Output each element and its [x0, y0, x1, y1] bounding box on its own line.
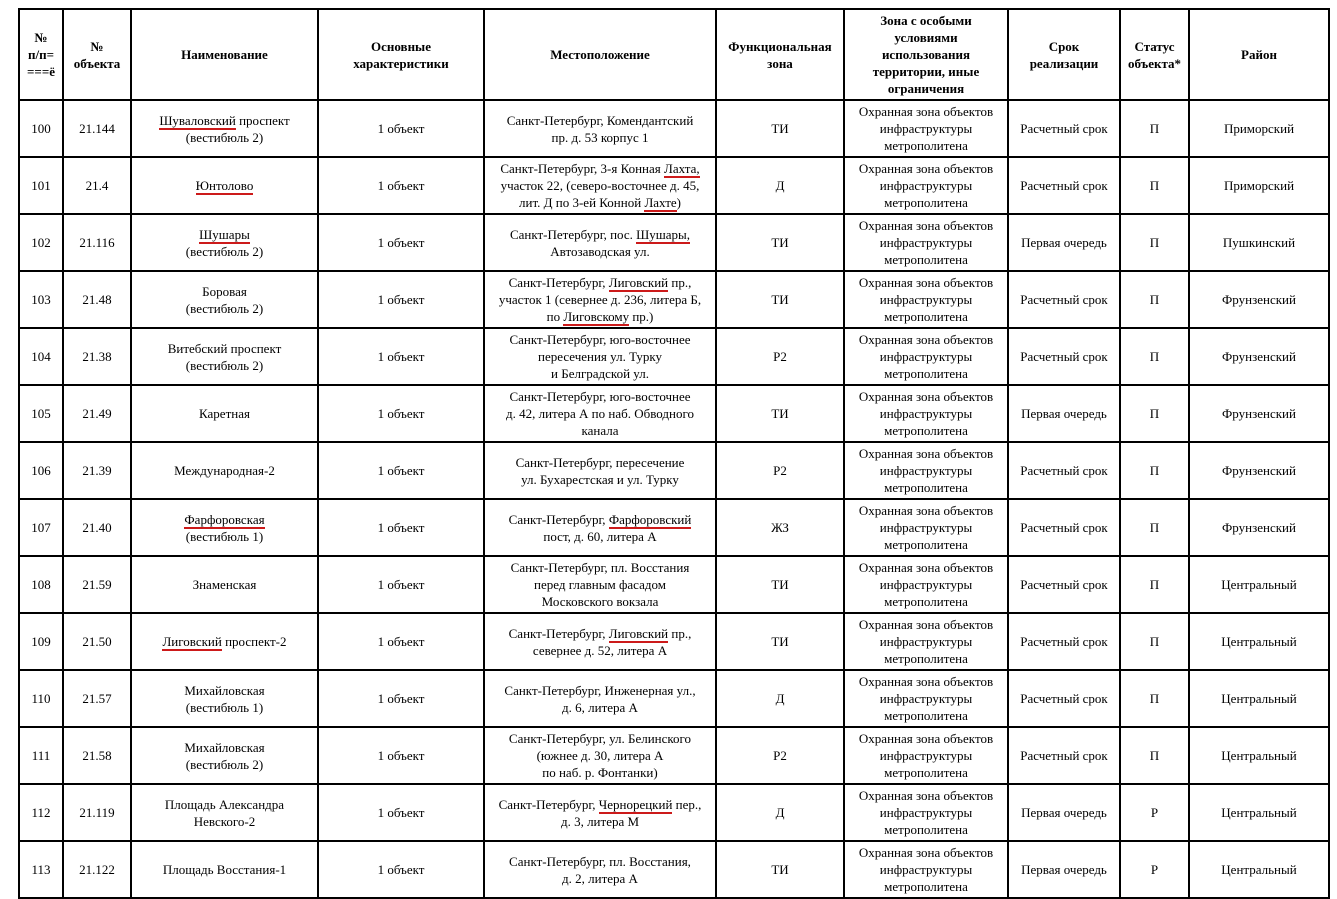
cell-district: Центральный: [1189, 784, 1329, 841]
cell-district: Приморский: [1189, 157, 1329, 214]
cell-functional-zone: ТИ: [716, 841, 844, 898]
cell-name: Фарфоровская (вестибюль 1): [131, 499, 318, 556]
cell-special-zone: Охранная зона объектов инфраструктуры метрополитена: [844, 442, 1008, 499]
cell-object-id: 21.50: [63, 613, 131, 670]
cell-characteristics: 1 объект: [318, 727, 484, 784]
misspelled-word: Лиговский: [608, 625, 669, 641]
cell-term: Расчетный срок: [1008, 328, 1120, 385]
table-row: [19, 841, 1329, 898]
cell-row-number: 105: [19, 385, 63, 442]
cell-row-number: 109: [19, 613, 63, 670]
cell-special-zone: Охранная зона объектов инфраструктуры метрополитена: [844, 100, 1008, 157]
cell-location: Санкт-Петербург, Инженерная ул., д. 6, литера А: [484, 670, 716, 727]
cell-status: П: [1120, 670, 1189, 727]
cell-characteristics: 1 объект: [318, 271, 484, 328]
cell-special-zone: Охранная зона объектов инфраструктуры метрополитена: [844, 556, 1008, 613]
cell-location: Санкт-Петербург, Лиговский пр., севернее д. 52, литера А: [484, 613, 716, 670]
header-location: Местоположение: [484, 9, 716, 100]
cell-name: Каретная: [131, 385, 318, 442]
cell-district: Фрунзенский: [1189, 328, 1329, 385]
cell-object-id: 21.122: [63, 841, 131, 898]
cell-location: Санкт-Петербург, пересечение ул. Бухарестская и ул. Турку: [484, 442, 716, 499]
cell-special-zone: Охранная зона объектов инфраструктуры метрополитена: [844, 499, 1008, 556]
cell-location: Санкт-Петербург, юго-восточнее д. 42, литера А по наб. Обводного канала: [484, 385, 716, 442]
cell-district: Пушкинский: [1189, 214, 1329, 271]
cell-object-id: 21.49: [63, 385, 131, 442]
cell-functional-zone: ТИ: [716, 271, 844, 328]
cell-characteristics: 1 объект: [318, 385, 484, 442]
cell-functional-zone: ТИ: [716, 556, 844, 613]
cell-row-number: 112: [19, 784, 63, 841]
cell-object-id: 21.116: [63, 214, 131, 271]
misspelled-word: Шуваловский: [159, 112, 236, 128]
cell-status: П: [1120, 271, 1189, 328]
cell-status: П: [1120, 499, 1189, 556]
cell-object-id: 21.48: [63, 271, 131, 328]
cell-name: Знаменская: [131, 556, 318, 613]
cell-status: П: [1120, 727, 1189, 784]
table-row: [19, 784, 1329, 841]
cell-functional-zone: ТИ: [716, 100, 844, 157]
cell-characteristics: 1 объект: [318, 214, 484, 271]
cell-functional-zone: Д: [716, 784, 844, 841]
cell-row-number: 100: [19, 100, 63, 157]
cell-status: Р: [1120, 841, 1189, 898]
cell-location: Санкт-Петербург, Комендантский пр. д. 53 корпус 1: [484, 100, 716, 157]
cell-row-number: 113: [19, 841, 63, 898]
table-row: [19, 214, 1329, 271]
cell-characteristics: 1 объект: [318, 100, 484, 157]
cell-special-zone: Охранная зона объектов инфраструктуры метрополитена: [844, 670, 1008, 727]
cell-name: Международная-2: [131, 442, 318, 499]
header-characteristics: Основные характеристики: [318, 9, 484, 100]
misspelled-word: Юнтолово: [195, 178, 254, 193]
cell-name: Шушары (вестибюль 2): [131, 214, 318, 271]
cell-status: П: [1120, 442, 1189, 499]
header-row-number: № п/п= ===ё: [19, 9, 63, 100]
table-row: [19, 328, 1329, 385]
cell-row-number: 110: [19, 670, 63, 727]
cell-functional-zone: Р2: [716, 442, 844, 499]
cell-term: Первая очередь: [1008, 841, 1120, 898]
header-status: Статус объекта*: [1120, 9, 1189, 100]
cell-term: Расчетный срок: [1008, 670, 1120, 727]
table-row: [19, 442, 1329, 499]
cell-object-id: 21.40: [63, 499, 131, 556]
misspelled-word: Лахта,: [664, 161, 700, 176]
table-body: [19, 100, 1329, 898]
cell-status: П: [1120, 100, 1189, 157]
cell-status: П: [1120, 157, 1189, 214]
cell-characteristics: 1 объект: [318, 499, 484, 556]
table-row: [19, 670, 1329, 727]
cell-status: П: [1120, 214, 1189, 271]
cell-object-id: 21.39: [63, 442, 131, 499]
cell-location: Санкт-Петербург, пос. Шушары, Автозаводская ул.: [484, 214, 716, 271]
cell-name: Михайловская (вестибюль 1): [131, 670, 318, 727]
cell-location: Санкт-Петербург, юго-восточнее пересечения ул. Турку и Белградской ул.: [484, 328, 716, 385]
cell-district: Центральный: [1189, 670, 1329, 727]
cell-object-id: 21.38: [63, 328, 131, 385]
cell-name: Площадь Александра Невского-2: [131, 784, 318, 841]
cell-special-zone: Охранная зона объектов инфраструктуры метрополитена: [844, 784, 1008, 841]
cell-special-zone: Охранная зона объектов инфраструктуры метрополитена: [844, 841, 1008, 898]
cell-functional-zone: ТИ: [716, 613, 844, 670]
header-name: Наименование: [131, 9, 318, 100]
cell-object-id: 21.144: [63, 100, 131, 157]
cell-location: Санкт-Петербург, пл. Восстания перед главным фасадом Московского вокзала: [484, 556, 716, 613]
cell-functional-zone: ЖЗ: [716, 499, 844, 556]
cell-row-number: 101: [19, 157, 63, 214]
cell-row-number: 104: [19, 328, 63, 385]
cell-functional-zone: Р2: [716, 328, 844, 385]
cell-object-id: 21.119: [63, 784, 131, 841]
cell-status: П: [1120, 613, 1189, 670]
cell-term: Расчетный срок: [1008, 727, 1120, 784]
cell-term: Расчетный срок: [1008, 613, 1120, 670]
cell-object-id: 21.4: [63, 157, 131, 214]
cell-characteristics: 1 объект: [318, 670, 484, 727]
misspelled-word: Лиговский: [608, 275, 669, 290]
cell-row-number: 106: [19, 442, 63, 499]
cell-name: Лиговский проспект-2: [131, 613, 318, 670]
objects-table: [18, 8, 1330, 899]
cell-district: Центральный: [1189, 613, 1329, 670]
header-district: Район: [1189, 9, 1329, 100]
cell-special-zone: Охранная зона объектов инфраструктуры метрополитена: [844, 727, 1008, 784]
cell-term: Первая очередь: [1008, 784, 1120, 841]
cell-district: Центральный: [1189, 727, 1329, 784]
cell-term: Расчетный срок: [1008, 271, 1120, 328]
cell-term: Первая очередь: [1008, 385, 1120, 442]
misspelled-word: Фарфоровский: [608, 511, 692, 527]
cell-special-zone: Охранная зона объектов инфраструктуры метрополитена: [844, 271, 1008, 328]
cell-name: [131, 157, 318, 214]
table-row: [19, 613, 1329, 670]
misspelled-word: Шушары: [199, 226, 250, 242]
cell-row-number: 103: [19, 271, 63, 328]
cell-term: Расчетный срок: [1008, 442, 1120, 499]
table-row: [19, 385, 1329, 442]
cell-characteristics: 1 объект: [318, 556, 484, 613]
cell-name: Михайловская (вестибюль 2): [131, 727, 318, 784]
cell-special-zone: Охранная зона объектов инфраструктуры метрополитена: [844, 328, 1008, 385]
cell-status: П: [1120, 328, 1189, 385]
header-row: [19, 9, 1329, 100]
cell-characteristics: 1 объект: [318, 613, 484, 670]
cell-location: Санкт-Петербург, 3-я Конная Лахта, участок 22, (северо-восточнее д. 45, лит. Д по 3-ей Конной Лахте): [484, 157, 716, 214]
cell-name: Витебский проспект (вестибюль 2): [131, 328, 318, 385]
cell-characteristics: 1 объект: [318, 442, 484, 499]
cell-special-zone: Охранная зона объектов инфраструктуры метрополитена: [844, 214, 1008, 271]
cell-row-number: 108: [19, 556, 63, 613]
cell-object-id: 21.58: [63, 727, 131, 784]
cell-functional-zone: ТИ: [716, 214, 844, 271]
cell-functional-zone: Д: [716, 670, 844, 727]
table-row: [19, 727, 1329, 784]
header-term: Срок реализации: [1008, 9, 1120, 100]
cell-special-zone: Охранная зона объектов инфраструктуры метрополитена: [844, 613, 1008, 670]
cell-special-zone: Охранная зона объектов инфраструктуры метрополитена: [844, 157, 1008, 214]
cell-object-id: 21.57: [63, 670, 131, 727]
cell-district: Фрунзенский: [1189, 271, 1329, 328]
cell-characteristics: 1 объект: [318, 157, 484, 214]
cell-term: Расчетный срок: [1008, 556, 1120, 613]
cell-row-number: 111: [19, 727, 63, 784]
cell-functional-zone: Р2: [716, 727, 844, 784]
cell-row-number: 102: [19, 214, 63, 271]
table-row: [19, 271, 1329, 328]
cell-location: Санкт-Петербург, ул. Белинского (южнее д. 30, литера А по наб. р. Фонтанки): [484, 727, 716, 784]
cell-location: Санкт-Петербург, Фарфоровский пост, д. 60, литера А: [484, 499, 716, 556]
misspelled-word: Лиговскому: [563, 309, 630, 324]
cell-district: Фрунзенский: [1189, 385, 1329, 442]
table-row: [19, 499, 1329, 556]
cell-status: П: [1120, 385, 1189, 442]
misspelled-word: Чернорецкий: [598, 796, 673, 812]
cell-location: Санкт-Петербург, Лиговский пр., участок 1 (севернее д. 236, литера Б, по Лиговскому пр.): [484, 271, 716, 328]
cell-functional-zone: ТИ: [716, 385, 844, 442]
misspelled-word: Лиговский: [162, 634, 222, 649]
misspelled-word: Фарфоровская: [184, 511, 265, 527]
misspelled-word: Шушары,: [636, 226, 691, 242]
table-row: [19, 100, 1329, 157]
cell-name: Площадь Восстания-1: [131, 841, 318, 898]
table-header: [19, 9, 1329, 100]
table-row: [19, 556, 1329, 613]
cell-district: Фрунзенский: [1189, 499, 1329, 556]
cell-term: Первая очередь: [1008, 214, 1120, 271]
cell-status: П: [1120, 556, 1189, 613]
misspelled-word: Лахте: [644, 195, 677, 210]
cell-location: Санкт-Петербург, пл. Восстания, д. 2, литера А: [484, 841, 716, 898]
header-special-zone: Зона с особыми условиями использования территории, иные ограничения: [844, 9, 1008, 100]
cell-term: Расчетный срок: [1008, 157, 1120, 214]
cell-characteristics: 1 объект: [318, 328, 484, 385]
cell-status: Р: [1120, 784, 1189, 841]
cell-functional-zone: Д: [716, 157, 844, 214]
header-object-id: № объекта: [63, 9, 131, 100]
cell-characteristics: 1 объект: [318, 784, 484, 841]
table-row: [19, 157, 1329, 214]
cell-term: Расчетный срок: [1008, 499, 1120, 556]
header-functional-zone: Функциональная зона: [716, 9, 844, 100]
cell-object-id: 21.59: [63, 556, 131, 613]
cell-characteristics: 1 объект: [318, 841, 484, 898]
cell-row-number: 107: [19, 499, 63, 556]
cell-term: Расчетный срок: [1008, 100, 1120, 157]
cell-district: Центральный: [1189, 556, 1329, 613]
cell-name: Шуваловский проспект (вестибюль 2): [131, 100, 318, 157]
cell-district: Фрунзенский: [1189, 442, 1329, 499]
cell-district: Приморский: [1189, 100, 1329, 157]
cell-location: Санкт-Петербург, Чернорецкий пер., д. 3, литера М: [484, 784, 716, 841]
cell-name: Боровая (вестибюль 2): [131, 271, 318, 328]
cell-special-zone: Охранная зона объектов инфраструктуры метрополитена: [844, 385, 1008, 442]
cell-district: Центральный: [1189, 841, 1329, 898]
